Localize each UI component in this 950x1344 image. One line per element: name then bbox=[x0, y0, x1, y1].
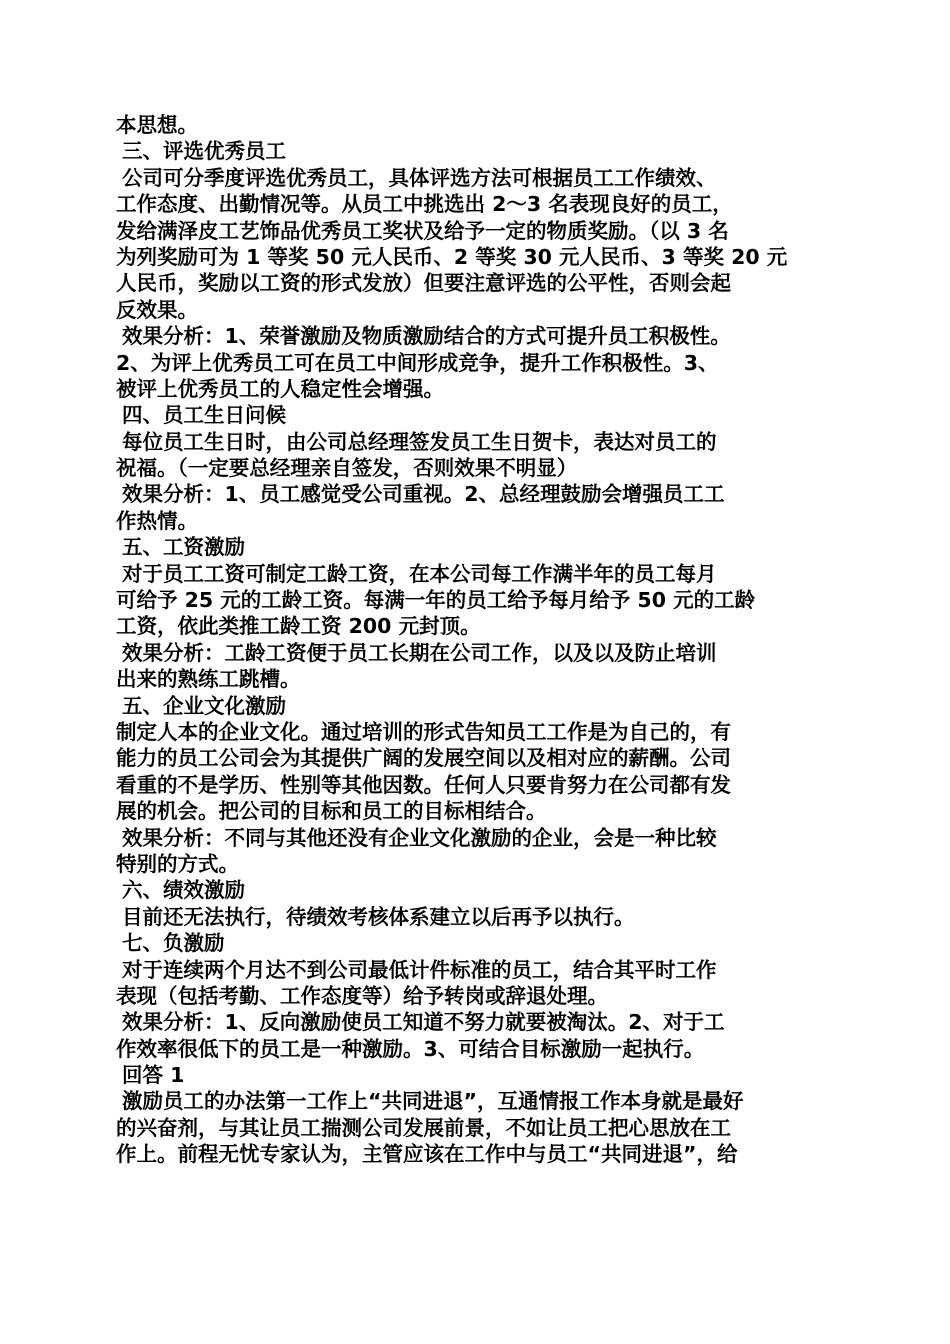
text-line: 效果分析：1、荣誉激励及物质激励结合的方式可提升员工积极性。 bbox=[122, 324, 731, 349]
text-line: 展的机会。把公司的目标和员工的目标相结合。 bbox=[116, 799, 547, 824]
text-line: 每位员工生日时，由公司总经理签发员工生日贺卡，表达对员工的 bbox=[122, 429, 717, 454]
text-line: 发给满泽皮工艺饰品优秀员工奖状及给予一定的物质奖励。（以 3 名 bbox=[116, 218, 729, 243]
text-line: 效果分析：不同与其他还没有企业文化激励的企业，会是一种比较 bbox=[122, 825, 717, 850]
text-line: 被评上优秀员工的人稳定性会增强。 bbox=[116, 376, 444, 401]
document-body bbox=[116, 112, 832, 1168]
text-line: 反效果。 bbox=[116, 297, 198, 322]
text-line: 可给予 25 元的工龄工资。每满一年的员工给予每月给予 50 元的工龄 bbox=[116, 588, 756, 613]
text-line: 效果分析：工龄工资便于员工长期在公司工作，以及以及防止培训 bbox=[122, 640, 717, 665]
text-line: 作效率很低下的员工是一种激励。3、可结合目标激励一起执行。 bbox=[116, 1036, 705, 1061]
text-line: 七、负激励 bbox=[122, 931, 225, 956]
text-line: 为列奖励可为 1 等奖 50 元人民币、2 等奖 30 元人民币、3 等奖 20 元 bbox=[116, 244, 788, 269]
text-line: 公司可分季度评选优秀员工，具体评选方法可根据员工工作绩效、 bbox=[122, 165, 717, 190]
text-line: 激励员工的办法第一工作上“共同进退”，互通情报工作本身就是最好 bbox=[122, 1089, 744, 1114]
text-line: 看重的不是学历、性别等其他因数。任何人只要肯努力在公司都有发 bbox=[116, 772, 731, 797]
text-line: 回答 1 bbox=[122, 1063, 185, 1088]
text-line: 目前还无法执行，待绩效考核体系建立以后再予以执行。 bbox=[122, 904, 635, 929]
text-line: 制定人本的企业文化。通过培训的形式告知员工工作是为自己的，有 bbox=[116, 719, 731, 744]
text-line: 出来的熟练工跳槽。 bbox=[116, 667, 301, 692]
text-line: 三、评选优秀员工 bbox=[122, 139, 286, 164]
text-line: 工作态度、出勤情况等。从员工中挑选出 2～3 名表现良好的员工， bbox=[116, 192, 733, 217]
text-line: 作上。前程无忧专家认为，主管应该在工作中与员工“共同进退”，给 bbox=[116, 1142, 738, 1167]
text-line: 作热情。 bbox=[116, 508, 198, 533]
text-line: 对于员工工资可制定工龄工资，在本公司每工作满半年的员工每月 bbox=[122, 561, 717, 586]
text-line: 四、员工生日问候 bbox=[122, 403, 286, 428]
text-line: 的兴奋剂，与其让员工揣测公司发展前景，不如让员工把心思放在工 bbox=[116, 1115, 731, 1140]
text-line: 六、绩效激励 bbox=[122, 878, 245, 903]
text-line: 对于连续两个月达不到公司最低计件标准的员工，结合其平时工作 bbox=[122, 957, 717, 982]
text-line: 工资，依此类推工龄工资 200 元封顶。 bbox=[116, 614, 481, 639]
text-line: 本思想。 bbox=[116, 113, 198, 137]
text-line: 人民币，奖励以工资的形式发放）但要注意评选的公平性，否则会起 bbox=[116, 271, 731, 296]
text-line: 特别的方式。 bbox=[116, 851, 239, 876]
text-line: 五、企业文化激励 bbox=[122, 693, 286, 718]
text-line: 2、为评上优秀员工可在员工中间形成竞争，提升工作积极性。3、 bbox=[116, 350, 719, 375]
text-line: 祝福。（一定要总经理亲自签发，否则效果不明显） bbox=[116, 456, 578, 481]
text-line: 效果分析：1、反向激励使员工知道不努力就要被淘汰。2、对于工 bbox=[122, 1010, 725, 1035]
text-line: 效果分析：1、员工感觉受公司重视。2、总经理鼓励会增强员工工 bbox=[122, 482, 725, 507]
text-line: 五、工资激励 bbox=[122, 535, 245, 560]
text-line: 表现（包括考勤、工作态度等）给予转岗或辞退处理。 bbox=[116, 983, 608, 1008]
text-line: 能力的员工公司会为其提供广阔的发展空间以及相对应的薪酬。公司 bbox=[116, 746, 731, 771]
